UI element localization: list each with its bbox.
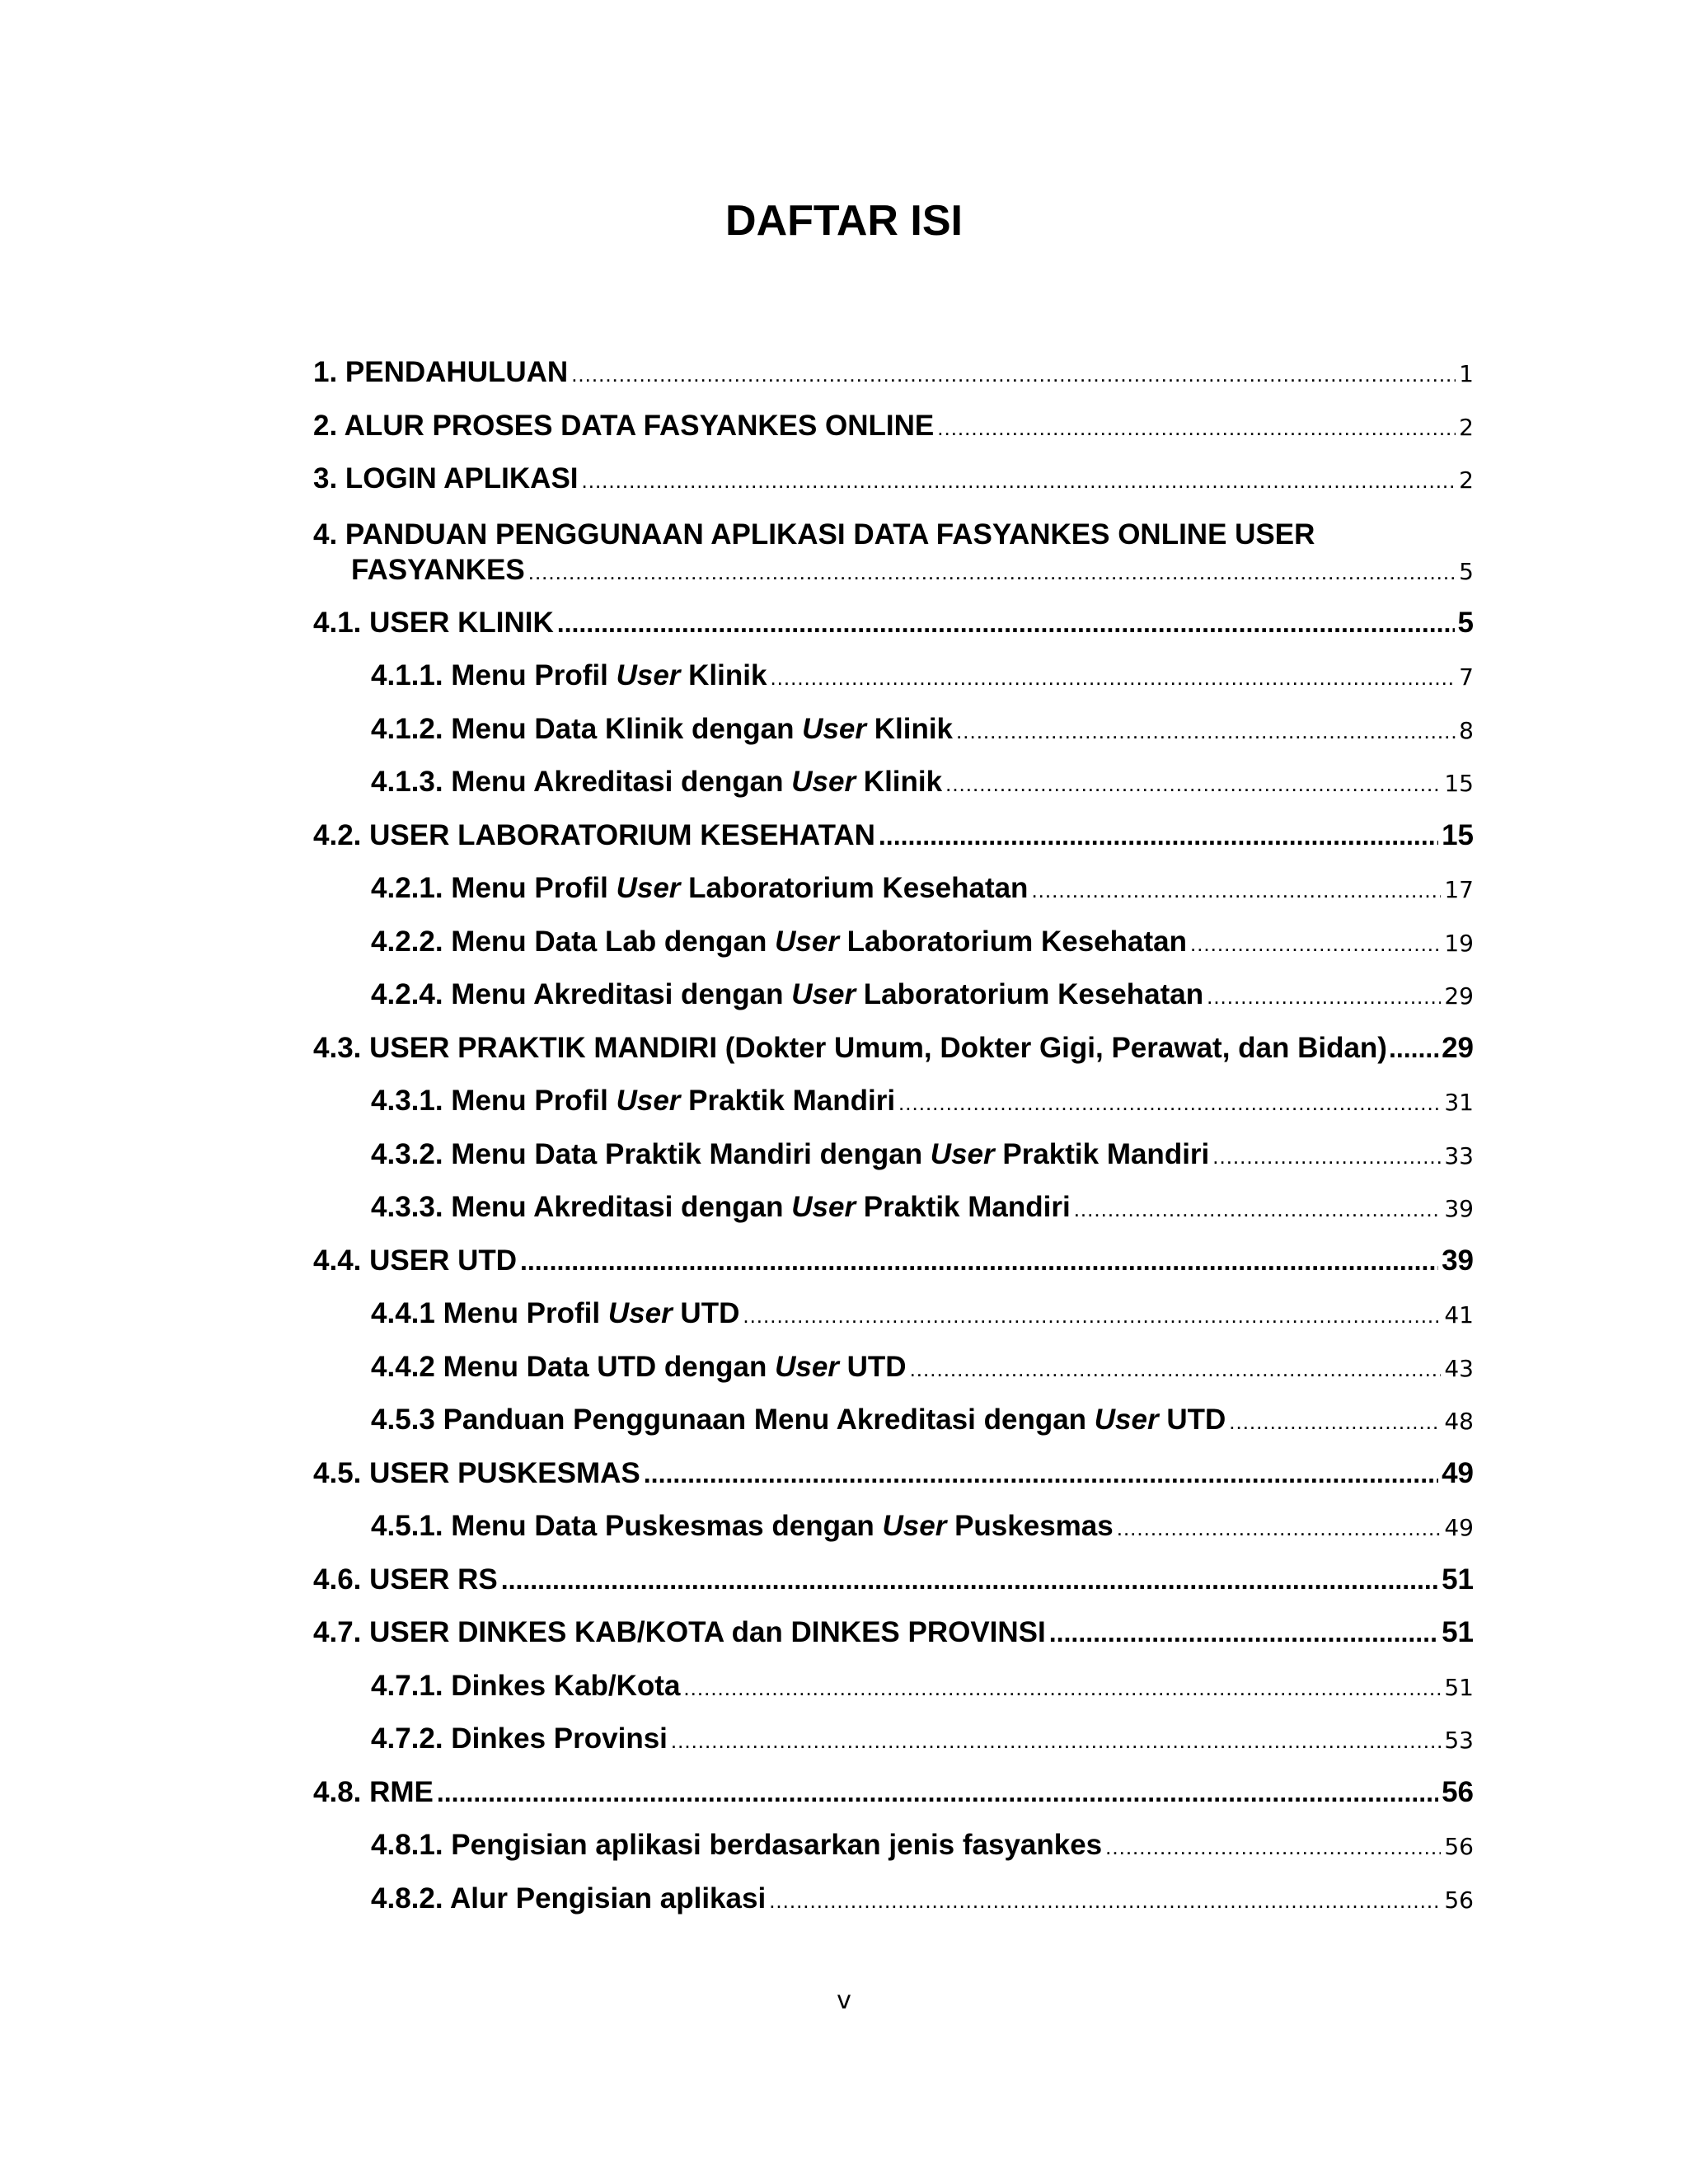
toc-page: 56 [1444,1833,1474,1860]
toc-page: 56 [1444,1886,1474,1914]
toc-leader [683,1675,1441,1701]
page-number: v [837,1986,851,2015]
toc-entry[interactable] [313,1085,1474,1138]
toc-label: 3. LOGIN APLIKASI [313,462,579,494]
table-of-contents [313,356,1474,1935]
toc-leader [898,1090,1441,1116]
toc-leader [1229,1409,1441,1435]
toc-entry[interactable] [313,1191,1474,1244]
toc-label: 4.2.4. Menu Akreditasi dengan User Laboratorium Kesehatan [371,978,1204,1010]
toc-entry[interactable] [313,516,1474,607]
toc-leader [956,719,1456,744]
toc-page: 19 [1444,929,1474,957]
toc-leader [520,1246,1438,1277]
toc-entry[interactable] [313,410,1474,463]
toc-label-continued: FASYANKES [351,553,525,586]
toc-page: 29 [1442,1031,1474,1064]
toc-entry[interactable] [313,713,1474,766]
toc-page: 17 [1444,876,1474,903]
toc-page: 56 [1442,1775,1474,1808]
toc-page: 51 [1442,1563,1474,1596]
toc-label: 4.5. USER PUSKESMAS [313,1456,640,1489]
toc-label: 4.3.2. Menu Data Praktik Mandiri dengan User Praktik Mandiri [371,1137,1210,1170]
toc-leader [437,1778,1438,1808]
toc-entry[interactable] [313,462,1474,516]
toc-label: 4.8.1. Pengisian aplikasi berdasarkan jenis fasyankes [371,1829,1103,1861]
toc-leader [571,362,1456,387]
toc-label: 4.8.2. Alur Pengisian aplikasi [371,1882,767,1915]
toc-leader [1105,1835,1441,1860]
toc-page: 29 [1444,982,1474,1010]
toc-label: 4.5.1. Menu Data Puskesmas dengan User Puskesmas [371,1510,1114,1542]
toc-label: 4.1. USER KLINIK [313,606,554,639]
toc-label: 4.4.1 Menu Profil User UTD [371,1297,740,1329]
toc-entry[interactable] [313,819,1474,873]
toc-entry[interactable] [313,1563,1474,1617]
toc-leader [879,821,1438,851]
toc-leader [1190,931,1441,957]
toc-leader [1389,1033,1440,1064]
toc-label: 4.3.1. Menu Profil User Praktik Mandiri [371,1085,896,1117]
toc-leader [557,608,1455,639]
toc-entry[interactable] [313,607,1474,660]
toc-label: 4.3. USER PRAKTIK MANDIRI (Dokter Umum, Dokter Gigi, Perawat, dan Bidan) [313,1031,1387,1064]
toc-page: 7 [1459,663,1474,691]
toc-leader [644,1459,1438,1489]
toc-label: 4.8. RME [313,1775,434,1808]
toc-page: 53 [1444,1727,1474,1754]
toc-page: 48 [1444,1408,1474,1435]
toc-page: 15 [1444,770,1474,797]
toc-label: 4.4. USER UTD [313,1244,517,1277]
toc-entry[interactable] [313,766,1474,819]
toc-page: 5 [1457,606,1474,639]
page-title: DAFTAR ISI [725,197,963,245]
toc-label: 4.4.2 Menu Data UTD dengan User UTD [371,1350,907,1383]
toc-label: 4.1.2. Menu Data Klinik dengan User Klinik [371,712,954,745]
toc-label: 4.7.2. Dinkes Provinsi [371,1722,668,1755]
toc-leader [769,1888,1441,1914]
toc-entry[interactable] [313,1457,1474,1511]
toc-page: 51 [1442,1616,1474,1648]
toc-label: 1. PENDAHULUAN [313,356,569,388]
toc-entry[interactable] [313,872,1474,926]
toc-page: 51 [1444,1673,1474,1701]
toc-page: 33 [1444,1141,1474,1169]
toc-page: 49 [1442,1456,1474,1489]
toc-leader [582,468,1456,494]
toc-entry[interactable] [313,1776,1474,1830]
toc-entry[interactable] [313,978,1474,1032]
toc-label: 4.5.3 Panduan Penggunaan Menu Akreditasi dengan User UTD [371,1404,1226,1436]
toc-leader [1117,1516,1442,1541]
toc-page: 49 [1444,1514,1474,1541]
toc-entry[interactable] [313,659,1474,713]
toc-leader [671,1728,1441,1754]
toc-entry[interactable] [313,1138,1474,1192]
toc-leader [1049,1618,1438,1648]
toc-entry[interactable] [313,1032,1474,1085]
toc-page: 1 [1459,360,1474,387]
toc-label: 4.1.3. Menu Akreditasi dengan User Klinik [371,766,943,798]
toc-page: 43 [1444,1354,1474,1382]
toc-entry[interactable] [313,1670,1474,1723]
toc-label: 4.2. USER LABORATORIUM KESEHATAN [313,818,875,851]
toc-leader [1031,878,1441,903]
toc-entry[interactable] [313,926,1474,979]
toc-entry[interactable] [313,1351,1474,1404]
toc-label: 4. PANDUAN PENGGUNAAN APLIKASI DATA FASYANKES ONLINE USER [313,518,1315,551]
toc-entry[interactable] [313,1882,1474,1936]
toc-leader [1207,984,1441,1010]
toc-label: 2. ALUR PROSES DATA FASYANKES ONLINE [313,409,935,442]
toc-page: 8 [1459,716,1474,744]
toc-label: 4.7. USER DINKES KAB/KOTA dan DINKES PROVINSI [313,1616,1046,1648]
toc-leader [770,665,1456,691]
toc-page: 2 [1459,466,1474,494]
toc-leader [910,1357,1442,1382]
toc-label: 4.7.1. Dinkes Kab/Kota [371,1669,681,1702]
toc-page: 41 [1444,1301,1474,1329]
toc-entry[interactable] [313,1722,1474,1776]
toc-label: 4.1.1. Menu Profil User Klinik [371,659,767,691]
toc-entry[interactable] [313,356,1474,410]
toc-page: 39 [1442,1244,1474,1277]
toc-page: 31 [1444,1089,1474,1116]
toc-entry[interactable] [313,1244,1474,1298]
toc-leader [528,560,1456,585]
toc-leader [501,1565,1438,1596]
toc-leader [1212,1144,1441,1169]
toc-leader [1074,1197,1442,1222]
toc-entry[interactable] [313,1616,1474,1670]
toc-entry[interactable] [313,1829,1474,1882]
toc-entry[interactable] [313,1510,1474,1563]
toc-page: 39 [1444,1195,1474,1222]
toc-leader [743,1303,1441,1329]
toc-label: 4.6. USER RS [313,1563,498,1596]
toc-label: 4.3.3. Menu Akreditasi dengan User Praktik Mandiri [371,1191,1071,1223]
toc-leader [945,771,1441,797]
toc-leader [937,415,1456,441]
toc-page: 5 [1459,557,1474,585]
toc-label: 4.2.2. Menu Data Lab dengan User Laboratorium Kesehatan [371,925,1187,958]
toc-label: 4.2.1. Menu Profil User Laboratorium Kesehatan [371,872,1029,904]
toc-entry[interactable] [313,1297,1474,1351]
toc-page: 2 [1459,413,1474,441]
toc-entry[interactable] [313,1404,1474,1457]
toc-page: 15 [1442,818,1474,851]
